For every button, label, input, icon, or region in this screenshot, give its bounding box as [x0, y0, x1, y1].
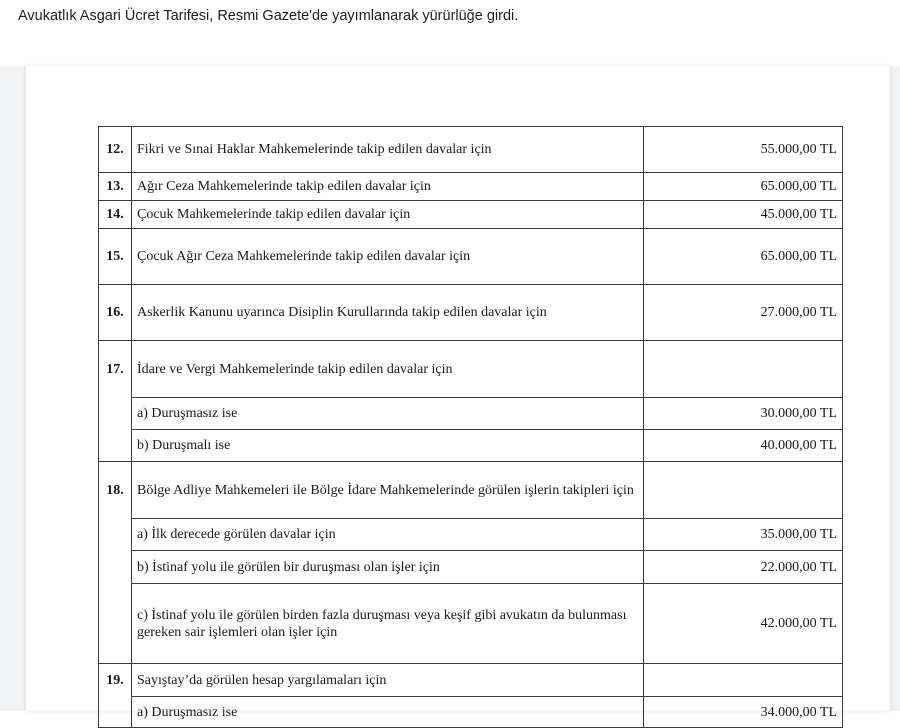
table-row	[99, 462, 843, 519]
item-description: Askerlik Kanunu uyarınca Disiplin Kurullarında takip edilen davalar için	[132, 285, 644, 341]
item-number: 14.	[99, 201, 132, 229]
item-description: Çocuk Mahkemelerinde takip edilen davalar için	[132, 201, 644, 229]
item-number	[99, 519, 132, 551]
item-number: 13.	[99, 173, 132, 201]
item-number: 12.	[99, 127, 132, 173]
item-amount: 65.000,00 TL	[644, 173, 843, 201]
table-row	[99, 664, 843, 697]
item-number: 18.	[99, 462, 132, 519]
item-amount: 40.000,00 TL	[644, 430, 843, 462]
item-description: a) Duruşmasız ise	[132, 697, 644, 728]
table-row	[99, 697, 843, 728]
table-row	[99, 341, 843, 398]
item-description: c) İstinaf yolu ile görülen birden fazla duruşması veya keşif gibi avukatın da bulunması gereken sair işlemleri olan işler için	[132, 584, 644, 664]
item-description: a) İlk derecede görülen davalar için	[132, 519, 644, 551]
item-number	[99, 584, 132, 664]
item-amount	[644, 462, 843, 519]
table-row	[99, 173, 843, 201]
table-row	[99, 430, 843, 462]
item-description: b) Duruşmalı ise	[132, 430, 644, 462]
table-row	[99, 127, 843, 173]
item-amount: 27.000,00 TL	[644, 285, 843, 341]
article-caption: Avukatlık Asgari Ücret Tarifesi, Resmi Gazete'de yayımlanarak yürürlüğe girdi.	[18, 8, 519, 24]
table-row	[99, 398, 843, 430]
item-description: Fikri ve Sınai Haklar Mahkemelerinde takip edilen davalar için	[132, 127, 644, 173]
item-number	[99, 430, 132, 462]
item-amount: 22.000,00 TL	[644, 551, 843, 584]
table-row	[99, 201, 843, 229]
table-row	[99, 584, 843, 664]
item-amount: 35.000,00 TL	[644, 519, 843, 551]
table-row	[99, 285, 843, 341]
item-number	[99, 551, 132, 584]
item-description: b) İstinaf yolu ile görülen bir duruşması olan işler için	[132, 551, 644, 584]
table-row	[99, 229, 843, 285]
item-description: Sayıştay’da görülen hesap yargılamaları için	[132, 664, 644, 697]
item-number: 15.	[99, 229, 132, 285]
item-number: 16.	[99, 285, 132, 341]
item-amount: 30.000,00 TL	[644, 398, 843, 430]
item-description: Çocuk Ağır Ceza Mahkemelerinde takip edilen davalar için	[132, 229, 644, 285]
item-description: Bölge Adliye Mahkemeleri ile Bölge İdare Mahkemelerinde görülen işlerin takipleri için	[132, 462, 644, 519]
item-amount: 34.000,00 TL	[644, 697, 843, 728]
item-number	[99, 697, 132, 728]
document-scan	[26, 66, 890, 720]
item-number: 19.	[99, 664, 132, 697]
item-amount	[644, 664, 843, 697]
table-row	[99, 551, 843, 584]
table-row	[99, 519, 843, 551]
item-amount: 45.000,00 TL	[644, 201, 843, 229]
item-amount: 42.000,00 TL	[644, 584, 843, 664]
item-amount: 65.000,00 TL	[644, 229, 843, 285]
item-number	[99, 398, 132, 430]
item-amount: 55.000,00 TL	[644, 127, 843, 173]
fee-tariff-table	[98, 126, 843, 728]
item-number: 17.	[99, 341, 132, 398]
item-amount	[644, 341, 843, 398]
item-description: Ağır Ceza Mahkemelerinde takip edilen davalar için	[132, 173, 644, 201]
item-description: a) Duruşmasız ise	[132, 398, 644, 430]
item-description: İdare ve Vergi Mahkemelerinde takip edilen davalar için	[132, 341, 644, 398]
